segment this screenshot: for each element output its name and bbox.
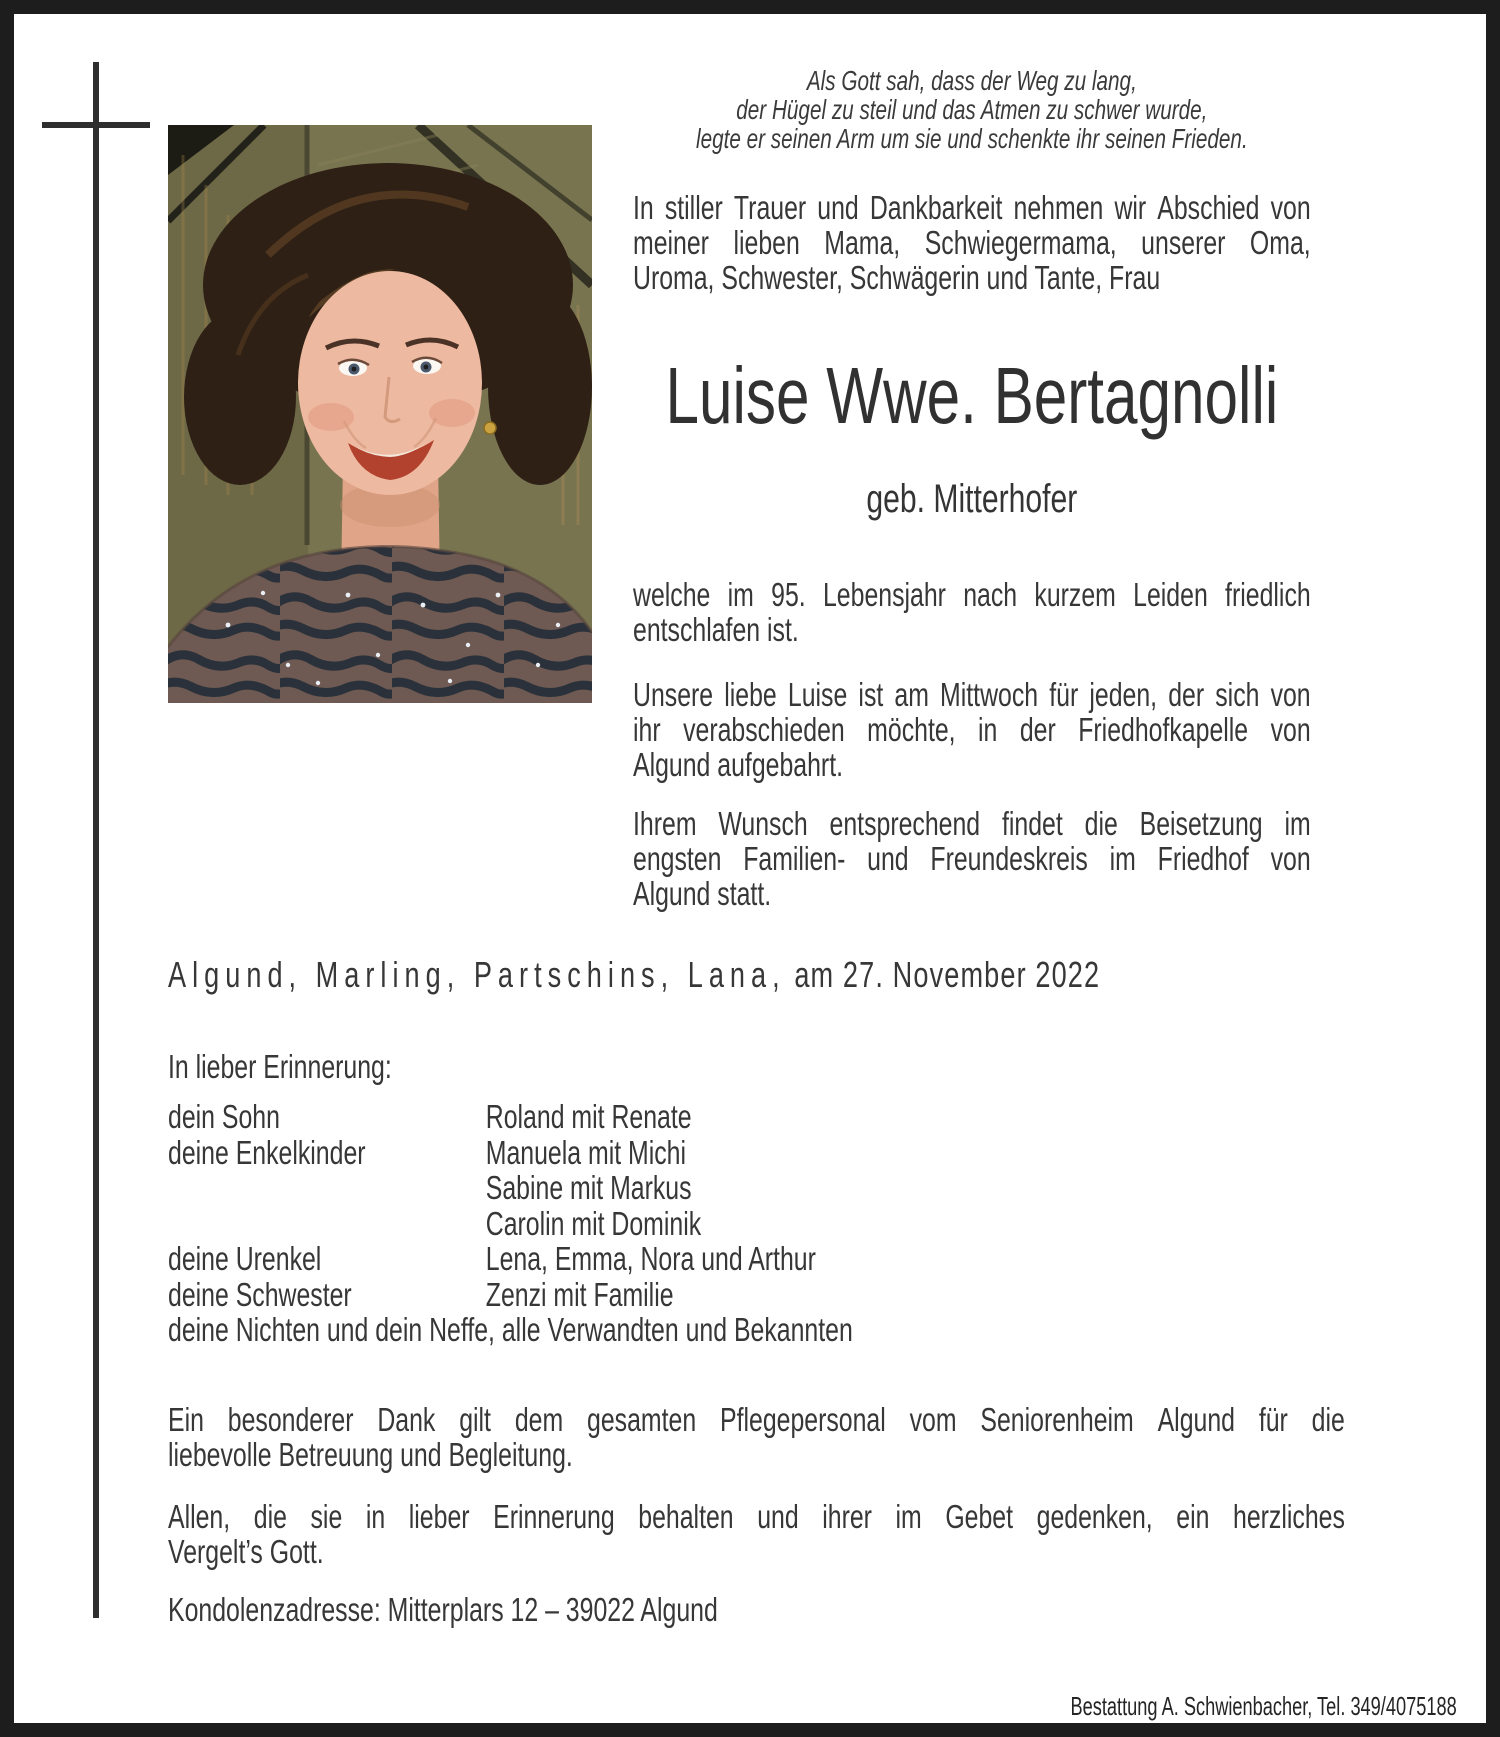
text-line: In stiller Trauer und Dankbarkeit nehmen wir Abschied von (633, 189, 1311, 226)
dateline (168, 956, 1345, 993)
text-line: ihr verabschieden möchte, in der Friedhofkapelle von (633, 711, 1311, 748)
text-line: Algund statt. (633, 875, 772, 912)
text-line: meiner lieben Mama, Schwiegermama, unserer Oma, (633, 224, 1311, 261)
paragraph-farewell (168, 1499, 1345, 1569)
memorial-row-label (168, 1170, 486, 1206)
text-line: der Hügel zu steil und das Atmen zu schwer wurde, (736, 94, 1208, 125)
text-line: Allen, die sie in lieber Erinnerung behalten und ihrer im Gebet gedenken, ein herzliches (168, 1498, 1345, 1535)
memorial-row (168, 1241, 1345, 1277)
deceased-name: Luise Wwe. Bertagnolli (665, 351, 1279, 440)
text-line: Ihrem Wunsch entsprechend findet die Beisetzung im (633, 805, 1311, 842)
paragraph-death (633, 577, 1311, 647)
text-line: liebevolle Betreuung und Begleitung. (168, 1436, 573, 1473)
memorial-row-value: Lena, Emma, Nora und Arthur (485, 1240, 816, 1277)
paragraph-thanks (168, 1402, 1345, 1472)
text-line: Unsere liebe Luise ist am Mittwoch für jeden, der sich von (633, 676, 1311, 713)
text-line: Als Gott sah, dass der Weg zu lang, (806, 65, 1137, 96)
paragraph-burial (633, 806, 1311, 911)
memorial-row-value: Roland mit Renate (485, 1098, 692, 1135)
condolence-address: Kondolenzadresse: Mitterplars 12 – 39022 Algund (168, 1591, 718, 1628)
text-line: entschlafen ist. (633, 611, 799, 648)
memorial-row-label: deine Enkelkinder (168, 1133, 366, 1171)
memorial-row-label: deine Schwester (168, 1275, 352, 1313)
memorial-row-label: dein Sohn (168, 1098, 280, 1135)
text-line: Algund aufgebahrt. (633, 746, 844, 783)
text-line: Uroma, Schwester, Schwägerin und Tante, Frau (633, 259, 1161, 296)
memorial-row-value: Zenzi mit Familie (485, 1275, 674, 1313)
memorial-list (168, 1099, 1345, 1312)
intro-paragraph (633, 190, 1311, 295)
memorial-row-label: deine Urenkel (168, 1240, 322, 1277)
cross-horizontal-bar (42, 122, 150, 128)
memorial-row-label (168, 1206, 486, 1242)
memorial-row-value: Manuela mit Michi (485, 1133, 687, 1171)
text-line: Vergelt’s Gott. (168, 1533, 324, 1570)
memorial-row-value: Sabine mit Markus (485, 1169, 692, 1206)
cross-vertical-bar (93, 62, 99, 1618)
memorial-row-value: Carolin mit Dominik (485, 1204, 702, 1242)
dateline-date: am 27. November 2022 (785, 954, 1101, 995)
memorial-row (168, 1277, 1345, 1313)
memorial-row (168, 1099, 1345, 1135)
funeral-home-footer: Bestattung A. Schwienbacher, Tel. 349/4075188 (1070, 1691, 1457, 1721)
dateline-places: Algund, Marling, Partschins, Lana, (168, 954, 786, 995)
memorial-row (168, 1206, 1345, 1242)
text-line: welche im 95. Lebensjahr nach kurzem Leiden friedlich (633, 576, 1311, 613)
memorial-row (168, 1135, 1345, 1171)
maiden-name: geb. Mitterhofer (866, 477, 1078, 521)
text-line: Ein besonderer Dank gilt dem gesamten Pflegepersonal vom Seniorenheim Algund für die (168, 1401, 1345, 1438)
memorial-row (168, 1170, 1345, 1206)
memorial-closing: deine Nichten und dein Neffe, alle Verwandten und Bekannten (168, 1311, 853, 1348)
text-line: engsten Familien- und Freundeskreis im Friedhof von (633, 840, 1311, 877)
memorial-verse (633, 66, 1311, 153)
portrait-photo (168, 125, 592, 703)
text-line: legte er seinen Arm um sie und schenkte ihr seinen Frieden. (695, 123, 1248, 154)
paragraph-viewing (633, 677, 1311, 782)
memorial-heading: In lieber Erinnerung: (168, 1048, 392, 1085)
